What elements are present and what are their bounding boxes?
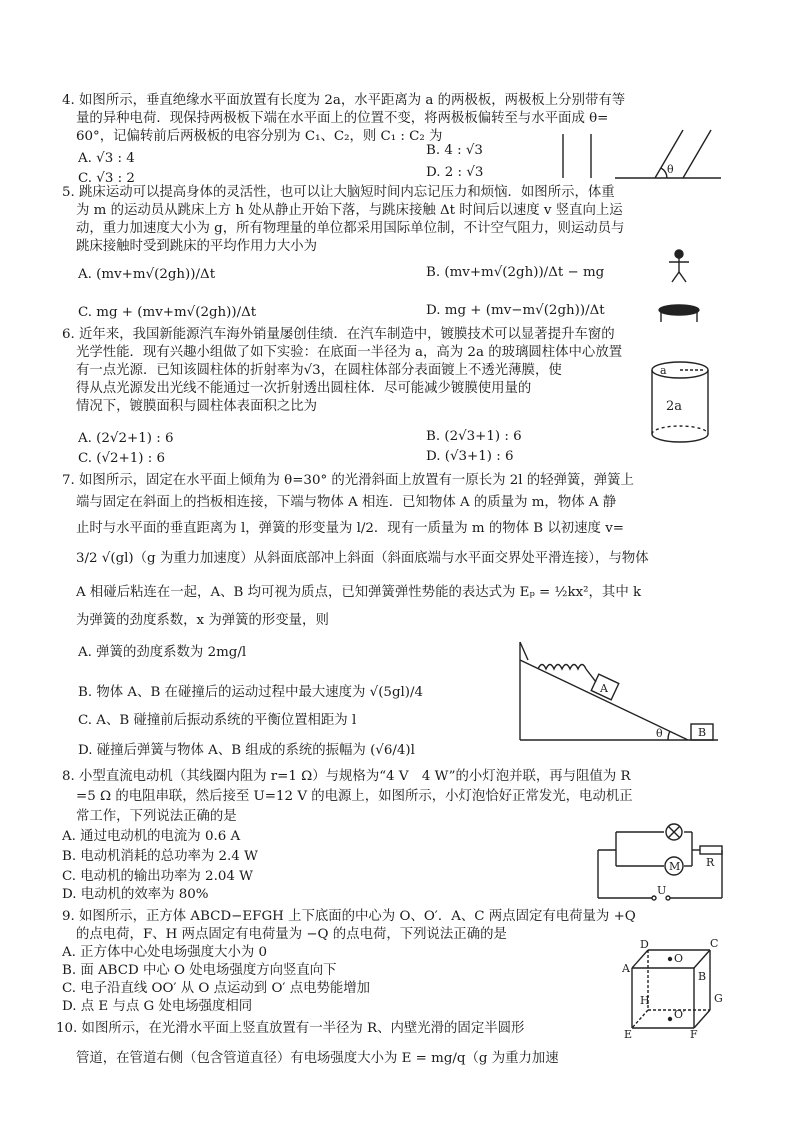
q9-label-g: G — [714, 992, 723, 1005]
q4-plates-figure — [555, 128, 725, 184]
q8-resistor-label: R — [706, 856, 715, 869]
q9-label-b: B — [698, 970, 707, 983]
q5-trampoline-figure — [655, 250, 705, 328]
q7-block-b-label: B — [698, 726, 707, 739]
q6-height-label: 2a — [666, 399, 683, 414]
q7-option-c: C. A、B 碰撞前后振动系统的平衡位置相距为 l — [78, 713, 357, 728]
q9-label-d: D — [640, 938, 649, 951]
q8-voltage-label: U — [657, 884, 667, 897]
q6-stem-line3: 有一点光源．已知该圆柱体的折射率为√3，在圆柱体部分表面镀上不透光薄膜，使 — [76, 363, 562, 378]
q9-label-h: H — [640, 994, 650, 1007]
q8-option-a: A. 通过电动机的电流为 0.6 A — [62, 829, 241, 844]
q6-stem-line5: 情况下，镀膜面积与圆柱体表面积之比为 — [76, 399, 318, 414]
q8-stem-line1: 8. 小型直流电动机（其线圈内阻为 r=1 Ω）与规格为“4 V 4 W”的小灯泡并联，再与阻值为 R — [62, 769, 631, 784]
q9-option-c: C. 电子沿直线 OO′ 从 O 点运动到 O′ 点电势能增加 — [62, 981, 371, 996]
q9-cube-figure — [622, 937, 723, 1041]
q4-stem-line2: 量的异种电荷．现保持两极板下端在水平面上的位置不变，将两极板偏转至与水平面成 θ= — [76, 111, 609, 126]
q7-stem-line4: 3/2 √(gl)（g 为重力加速度）从斜面底部冲上斜面（斜面底端与水平面交界处平滑连接），与物体 — [76, 551, 649, 566]
q4-option-c: C. √3 : 2 — [78, 171, 135, 186]
q7-stem-line1: 7. 如图所示，固定在水平面上倾角为 θ=30° 的光滑斜面上放置有一原长为 2l 的轻弹簧，弹簧上 — [62, 473, 634, 488]
q4-option-b: B. 4 : √3 — [426, 143, 483, 158]
q6-cylinder-figure — [646, 358, 716, 448]
q7-theta-label: θ — [656, 727, 663, 740]
q9-label-e: E — [624, 1028, 633, 1041]
q9-label-f: F — [690, 1028, 698, 1041]
q8-circuit-figure — [596, 822, 726, 904]
q6-option-b: B. (2√3+1) : 6 — [426, 429, 522, 444]
q5-stem-line2: 为 m 的运动员从跳床上方 h 处从静止开始下落，与跳床接触 Δt 时间后以速度 v 竖直向上运 — [76, 203, 623, 218]
q4-stem-line1: 4. 如图所示，垂直绝缘水平面放置有长度为 2a，水平距离为 a 的两极板，两极板上分别带有等 — [62, 93, 626, 108]
q6-option-d: D. (√3+1) : 6 — [426, 449, 514, 464]
q7-option-a: A. 弹簧的劲度系数为 2mg/l — [78, 645, 247, 660]
q9-label-o: O — [674, 952, 684, 965]
q7-stem-line5: A 相碰后粘连在一起，A、B 均可视为质点，已知弹簧弹性势能的表达式为 Eₚ = ½kx²，其中 k — [76, 585, 642, 600]
q7-option-d: D. 碰撞后弹簧与物体 A、B 组成的系统的振幅为 (√6/4)l — [78, 743, 415, 758]
q4-theta-label: θ — [667, 163, 674, 176]
q9-stem-line1: 9. 如图所示，正方体 ABCD−EFGH 上下底面的中心为 O、O′．A、C 两点固定有电荷量为 +Q — [62, 909, 636, 924]
q8-stem-line2: =5 Ω 的电阻串联，然后接至 U=12 V 的电源上，如图所示，小灯泡恰好正常发光，电动机正 — [76, 789, 633, 804]
q8-stem-line3: 常工作，下列说法正确的是 — [76, 809, 237, 824]
q5-stem-line4: 跳床接触时受到跳床的平均作用力大小为 — [76, 239, 318, 254]
q7-stem-line2: 端与固定在斜面上的挡板相连接，下端与物体 A 相连．已知物体 A 的质量为 m，物体 A 静 — [76, 495, 617, 510]
q6-option-a: A. (2√2+1) : 6 — [78, 431, 174, 446]
q7-incline-figure — [518, 640, 723, 745]
q9-option-d: D. 点 E 与点 G 处电场强度相同 — [62, 999, 253, 1014]
q5-stem-line3: 动，重力加速度大小为 g，所有物理量的单位都采用国际单位制，不计空气阻力，则运动员与 — [76, 221, 625, 236]
q5-option-d: D. mg + (mv−m√(2gh))/Δt — [426, 303, 605, 318]
q8-option-d: D. 电动机的效率为 80% — [62, 887, 209, 902]
q7-stem-line6: 为弹簧的劲度系数，x 为弹簧的形变量，则 — [76, 613, 329, 628]
q5-option-a: A. (mv+m√(2gh))/Δt — [78, 267, 216, 282]
q6-radius-label: a — [660, 364, 667, 377]
q6-option-c: C. (√2+1) : 6 — [78, 451, 166, 466]
q5-stem-line1: 5. 跳床运动可以提高身体的灵活性，也可以让大脑短时间内忘记压力和烦恼．如图所示，体重 — [62, 185, 615, 200]
q9-stem-line2: 的点电荷，F、H 两点固定有电荷量为 −Q 的点电荷，下列说法正确的是 — [76, 927, 507, 942]
q4-option-d: D. 2 : √3 — [426, 165, 484, 180]
q8-option-b: B. 电动机消耗的总功率为 2.4 W — [62, 849, 258, 864]
q10-stem-line2: 管道，在管道右侧（包含管道直径）有电场强度大小为 E = mg/q（g 为重力加速 — [76, 1051, 559, 1066]
q8-motor-label: M — [669, 860, 681, 873]
q6-stem-line4: 得从点光源发出光线不能通过一次折射透出圆柱体．尽可能减少镀膜使用量的 — [76, 381, 532, 396]
q7-option-b: B. 物体 A、B 在碰撞后的运动过程中最大速度为 √(5gl)/4 — [78, 685, 424, 700]
q9-label-c: C — [710, 937, 719, 950]
q8-option-c: C. 电动机的输出功率为 2.04 W — [62, 869, 253, 884]
q4-option-a: A. √3 : 4 — [78, 151, 135, 166]
q5-option-b: B. (mv+m√(2gh))/Δt − mg — [426, 265, 605, 280]
q10-stem-line1: 10. 如图所示，在光滑水平面上竖直放置有一半径为 R、内壁光滑的固定半圆形 — [56, 1021, 525, 1036]
q6-stem-line1: 6. 近年来，我国新能源汽车海外销量屡创佳绩．在汽车制造中，镀膜技术可以显著提升车窗的 — [62, 327, 615, 342]
q6-stem-line2: 光学性能．现有兴趣小组做了如下实验：在底面一半径为 a，高为 2a 的玻璃圆柱体中心放置 — [76, 345, 623, 360]
q5-option-c: C. mg + (mv+m√(2gh))/Δt — [78, 305, 257, 320]
q7-block-a-label: A — [600, 682, 608, 695]
q9-option-a: A. 正方体中心处电场强度大小为 0 — [62, 945, 268, 960]
q9-option-b: B. 面 ABCD 中心 O 处电场强度方向竖直向下 — [62, 963, 337, 978]
q4-stem-line3: 60°，记偏转前后两极板的电容分别为 C₁、C₂，则 C₁ : C₂ 为 — [76, 129, 443, 144]
q9-label-a: A — [622, 962, 630, 975]
q7-stem-line3: 止时与水平面的垂直距离为 l，弹簧的形变量为 l/2．现有一质量为 m 的物体 B 以初速度 v= — [76, 521, 624, 536]
q9-label-o-prime: O′ — [674, 1008, 686, 1021]
